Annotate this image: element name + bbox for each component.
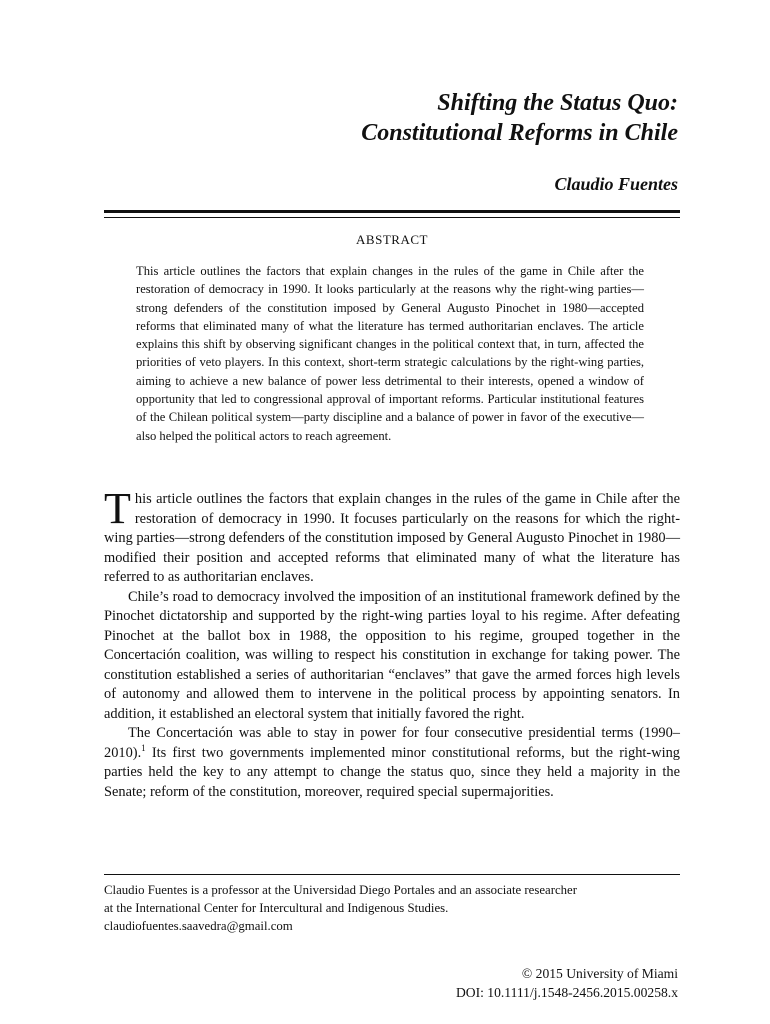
article-body [104, 484, 680, 802]
footnote-rule [104, 874, 680, 875]
title-line-2: Constitutional Reforms in Chile [361, 120, 678, 146]
header-rule-thin [104, 217, 680, 218]
copyright-block [456, 964, 678, 1002]
doi-line: DOI: 10.1111/j.1548-2456.2015.00258.x [455, 985, 678, 1000]
abstract-heading: ABSTRACT [356, 232, 428, 247]
author-name: Claudio Fuentes [554, 174, 678, 194]
footnote-line-2: at the International Center for Intercultural and Indigenous Studies. [104, 901, 449, 915]
footnote-marker: 1 [141, 742, 146, 753]
footnote-line-1: Claudio Fuentes is a professor at the Universidad Diego Portales and an associate researcher [104, 883, 577, 897]
title-line-1: Shifting the Status Quo: [437, 90, 678, 116]
author-email: claudiofuentes.saavedra@gmail.com [104, 919, 293, 933]
header-rule-thick [104, 210, 680, 213]
abstract-text: This article outlines the factors that explain changes in the rules of the game in Chile after the restoration of democracy in 1990. It looks particularly at the reasons why the right-wing parties—strong defenders of the constitution imposed by General Augusto Pinochet in 1980—accepted reforms that eliminated many of what the literature has termed authoritarian enclaves. The article explains this shift by observing significant changes in the political context that, in turn, affected the priorities of veto players. In this context, short-term strategic calculations by the right-wing parties, aiming to achieve a new balance of power less detrimental to their interests, opened a window of opportunity that led to congressional approval of important reforms. Particular institutional features of the Chilean political system—party discipline and a balance of power in favor of the executive—also helped the political actors to reach agreement. [136, 264, 644, 443]
paragraph-3 [104, 724, 680, 802]
paragraph-3-text-b: Its first two governments implemented minor constitutional reforms, but the right-wing parties held the key to any attempt to change the status quo, since they held a majority in the Senate; reform of the constitution, moreover, required special supermajorities. [104, 744, 680, 800]
drop-cap: T [104, 484, 131, 533]
paragraph-1 [104, 484, 680, 588]
copyright-line: © 2015 University of Miami [521, 966, 678, 981]
author-footnote [104, 881, 680, 935]
paragraph-3-text-a: The Concertación was able to stay in power for four consecutive presidential terms (1990–2010). [104, 725, 680, 761]
paragraph-1-text: his article outlines the factors that explain changes in the rules of the game in Chile after the restoration of democracy in 1990. It focuses particularly on the reasons for which the right-wing parties—strong defenders of the constitution imposed by General Augusto Pinochet in 1980—modified their position and accepted reforms that eliminated many of what the literature has referred to as authoritarian enclaves. [104, 491, 680, 585]
paragraph-2: Chile’s road to democracy involved the imposition of an institutional framework defined by the Pinochet dictatorship and supported by the right-wing parties loyal to his regime. After defeating Pinochet at the ballot box in 1988, the opposition to his regime, grouped together in the Concertación coalition, was willing to respect his constitution in exchange for taking power. The constitution established a series of authoritarian “enclaves” that gave the armed forces high levels of autonomy and allowed them to intervene in the political process by appointing senators. In addition, it established an electoral system that initially favored the right. [104, 588, 680, 722]
